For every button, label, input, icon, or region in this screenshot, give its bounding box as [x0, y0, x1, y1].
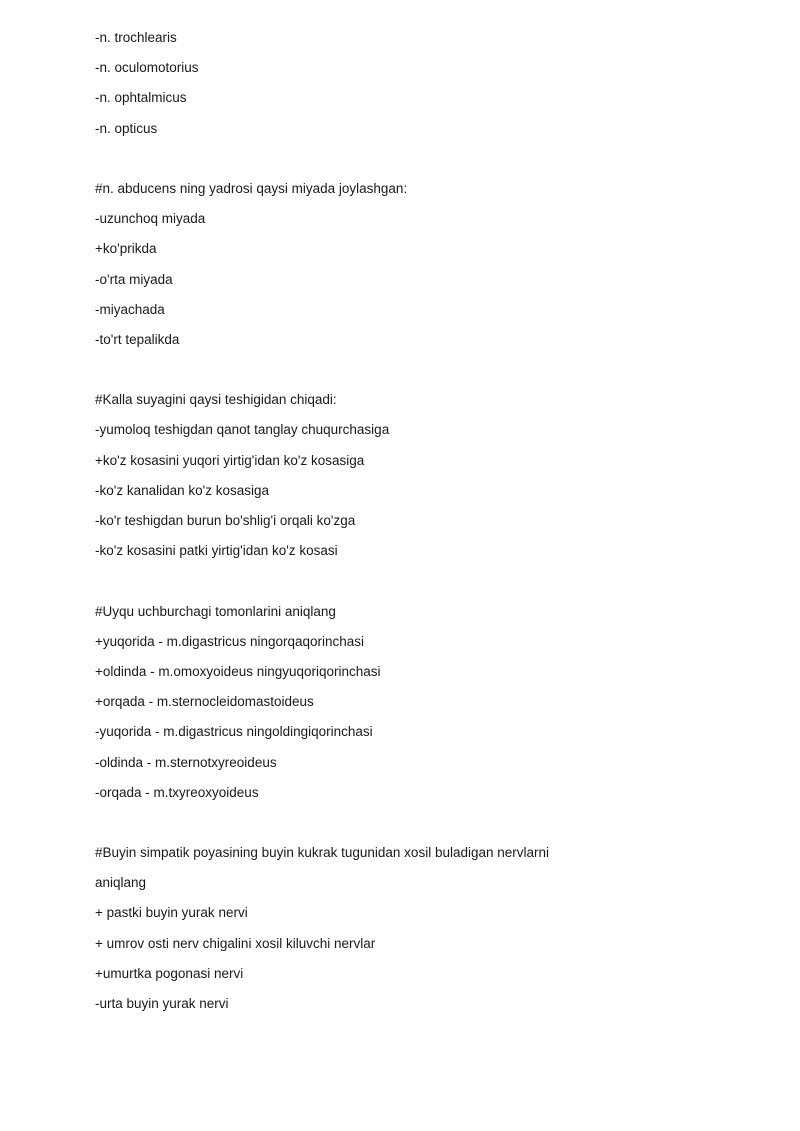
answer-option: +ko'prikda	[95, 241, 157, 257]
answer-option: +yuqorida - m.digastricus ningorqaqorinchasi	[95, 633, 365, 649]
answer-option: +oldinda - m.omoxyoideus ningyuqoriqorinchasi	[95, 663, 381, 679]
answer-option: +ko'z kosasini yuqori yirtig'idan ko'z kosasiga	[95, 452, 365, 468]
question-text: #Uyqu uchburchagi tomonlarini aniqlang	[95, 603, 336, 619]
answer-option: -ko'z kanalidan ko'z kosasiga	[95, 482, 269, 498]
list-item: -n. ophtalmicus	[95, 90, 187, 106]
answer-option: -yumoloq teshigdan qanot tanglay chuqurchasiga	[95, 422, 390, 438]
spacer	[95, 570, 715, 600]
spacer	[95, 812, 715, 842]
question-text: #Kalla suyagini qaysi teshigidan chiqadi:	[95, 392, 337, 408]
answer-option: + pastki buyin yurak nervi	[95, 905, 248, 921]
answer-option: +umurtka pogonasi nervi	[95, 965, 244, 981]
list-item: -n. oculomotorius	[95, 60, 199, 76]
question-text-continued: aniqlang	[95, 875, 147, 891]
list-item: -n. trochlearis	[95, 30, 177, 45]
answer-option: -miyachada	[95, 301, 165, 317]
question-text: #n. abducens ning yadrosi qaysi miyada joylashgan:	[95, 180, 408, 196]
answer-option: -oldinda - m.sternotxyreoideus	[95, 754, 277, 770]
list-item: -n. opticus	[95, 120, 158, 136]
document-content	[95, 27, 715, 1023]
answer-option: + umrov osti nerv chigalini xosil kiluvchi nervlar	[95, 935, 376, 951]
answer-option: +orqada - m.sternocleidomastoideus	[95, 694, 314, 710]
answer-option: -to'rt tepalikda	[95, 331, 180, 347]
spacer	[95, 148, 715, 178]
answer-option: -yuqorida - m.digastricus ningoldingiqorinchasi	[95, 724, 373, 740]
answer-option: -ko'z kosasini patki yirtig'idan ko'z kosasi	[95, 543, 338, 559]
answer-option: -orqada - m.txyreoxyoideus	[95, 784, 259, 800]
answer-option: -ko'r teshigdan burun bo'shlig'i orqali ko'zga	[95, 513, 356, 528]
spacer	[95, 359, 715, 389]
answer-option: -urta buyin yurak nervi	[95, 996, 229, 1011]
answer-option: -uzunchoq miyada	[95, 211, 206, 227]
question-text: #Buyin simpatik poyasining buyin kukrak tugunidan xosil buladigan nervlarni	[95, 845, 550, 861]
answer-option: -o'rta miyada	[95, 271, 173, 287]
